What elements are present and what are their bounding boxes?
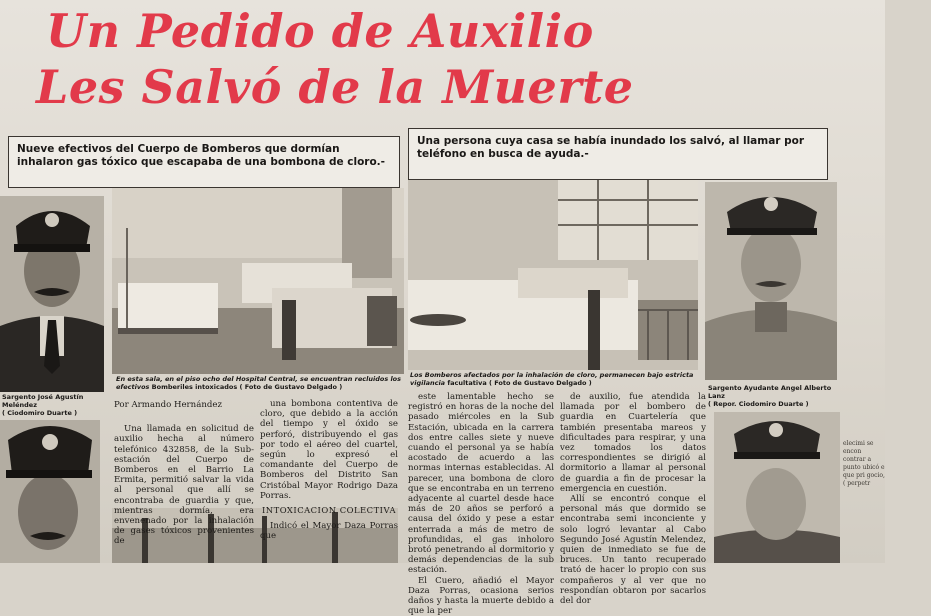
- article-byline: Por Armando Hernández: [114, 400, 222, 410]
- hospital-ward-photo-2: [408, 180, 698, 370]
- article-col3-text-b: El Cuero, añadió el Mayor Daza Porras, ocasiona serios daños y hasta la muerte debido a que la per: [408, 575, 554, 616]
- portrait-photo-2: [0, 420, 100, 563]
- deck-right: Una persona cuya casa se había inundado los salvó, al llamar por teléfono en busca de ayuda.-: [408, 128, 828, 180]
- portrait-photo-meléndez: [0, 196, 104, 392]
- caption-ward-1: En esta sala, en el piso ocho del Hospital Central, se encuentran recluidos los efectivos: [116, 375, 402, 391]
- caption-ward-1-b: Bomberiles intoxicados: [151, 383, 238, 391]
- article-col2-text-a: una bombona contentiva de cloro, que debido a la acción del tiempo y el óxido se perforó, distribuyendo el gas por todo el aéreo del cuartel, según lo expresó el comandante del Cuerpo de Bomberos del Distrito San Cristóbal Mayor Rodrigo Daza Porras.: [260, 399, 398, 501]
- caption-ward-1-credit: ( Foto de Gustavo Delgado ): [239, 383, 343, 391]
- caption-portrait-3: Sargento Ayudante Angel Alberto Lanz: [708, 384, 832, 400]
- caption-ward-2-credit: ( Foto de Gustavo Delgado ): [488, 379, 592, 387]
- caption-ward-2-b: facultativa: [447, 379, 487, 387]
- article-col1-text: Una llamada en solicitud de auxilio hecha al número telefónico 432858, de la Sub-estación del Cuerpo de Bomberos en el Barrio La Ermita, permitió salvar la vida al personal que allí se encontraba de guardia y que, mientras dormía, era envenenado por la inhalación de gases tóxicos provenientes de: [114, 424, 254, 547]
- portrait-photo-4: [714, 412, 840, 563]
- article-column-3: [408, 392, 554, 616]
- headline-line-1: Un Pedido de Auxilio: [46, 4, 594, 58]
- caption-portrait-1-credit: ( Ciodomiro Duarte ): [2, 409, 78, 417]
- article-column-2: [260, 399, 398, 542]
- article-subhead: INTOXICACION COLECTIVA: [261, 505, 397, 516]
- headline-line-2: Les Salvó de la Muerte: [36, 60, 634, 114]
- article-col4-text-a: de auxilio, fue atendida la llamada por el bombero de guardia en Cuartelería que también presentaba mareos y dificultades para respirar, y una vez tomados los datos correspondientes se dirigió al dormitorio a llamar al personal de guardia a fin de procesar la emergencia en cuestión.: [560, 392, 706, 494]
- hospital-ward-photo-1: [112, 188, 404, 374]
- article-column-1: [114, 400, 254, 563]
- article-col3-text-a: este lamentable hecho se registró en horas de la noche del pasado miércoles en la Sub Estación, ubicada en la carrera dos entre calles siete y nueve cuando el personal ya se había acostado de acuerdo a las normas internas establecidas. Al parecer, una bombona de cloro que se encontraba en un terreno adyacente al cuartel desde hace más de 20 años se perforó a causa del óxido y pese a estar enterrada a más de metro de profundidas, el gas inholoro brotó penetrando al dormitorio y demás dependencias de la sub estación.: [408, 392, 554, 576]
- article-col2-text-b: Indicó el Mayor Daza Porras que: [260, 521, 398, 542]
- article-column-4: [560, 392, 706, 607]
- caption-ward-2: Los Bomberos afectados por la inhalación de cloro, permanecen bajo estricta vigilancia: [410, 371, 694, 387]
- article-col4-text-b: Allí se encontró conque el personal más que dormido se encontraba semi inconciente y solo logró levantar al Cabo Segundo José Agustín Melendez, quien de inmediato se fue de bruces. Un tanto recuperado trató de hacer lo propio con sus compañeros y al ver que no respondían obtaron por sacarlos del dor: [560, 494, 706, 607]
- deck-left: Nueve efectivos del Cuerpo de Bomberos que dormían inhalaron gas tóxico que escapaba de una bombona de cloro.-: [8, 136, 400, 188]
- caption-portrait-1: Sargento José Agustín Meléndez: [2, 393, 84, 409]
- caption-portrait-3-credit: ( Repor. Ciodomiro Duarte ): [708, 400, 809, 408]
- portrait-photo-lanz: [705, 182, 837, 380]
- adjacent-article-fragment: elecimi se encon contrar a punto ubicó e que pri gocio, ( perpetr: [843, 440, 885, 487]
